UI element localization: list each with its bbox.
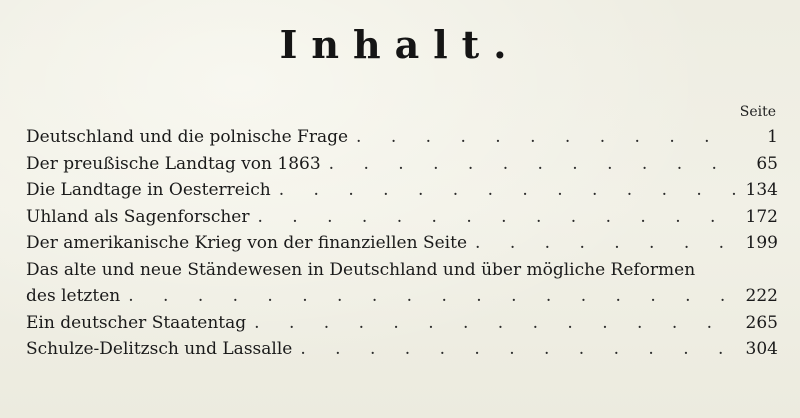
page-column-label: Seite: [739, 104, 776, 120]
toc-entry-page: 199: [745, 233, 778, 253]
toc-entry: [26, 124, 778, 151]
toc-entry: [26, 177, 778, 204]
toc-entry-title: Ein deutscher Staatentag: [26, 312, 247, 333]
toc-entry-title: Der amerikanische Krieg von der finanziellen Seite: [26, 233, 468, 253]
toc-entry-page: 1: [767, 127, 778, 147]
toc-leader-dots: [254, 310, 736, 337]
toc-entry-page: 172: [745, 206, 778, 227]
table-of-contents: [26, 124, 778, 363]
toc-entry-page: 134: [745, 180, 778, 200]
toc-entry: [26, 230, 778, 257]
toc-entry-title: Die Landtage in Oesterreich: [26, 180, 271, 200]
toc-entry: [26, 204, 778, 231]
toc-entry: [26, 283, 778, 310]
toc-leader-dots: [300, 336, 736, 363]
toc-leader-dots: [475, 230, 736, 257]
toc-entry: [26, 310, 778, 337]
toc-leader-dots: [329, 151, 736, 178]
toc-leader-dots: [356, 124, 736, 151]
toc-entry-page: 304: [745, 339, 778, 359]
toc-entry: [26, 336, 778, 363]
toc-entry-title: Uhland als Sagenforscher: [26, 206, 250, 227]
toc-leader-dots: [128, 283, 736, 310]
toc-entry-page: 65: [756, 153, 778, 174]
toc-entry-page: 222: [745, 286, 778, 306]
toc-entry-title-line1: Das alte und neue Ständewesen in Deutschland und über mögliche Reformen: [26, 259, 696, 280]
toc-leader-dots: [258, 204, 737, 231]
toc-entry-title: Der preußische Landtag von 1863: [26, 153, 321, 174]
toc-entry-title-line2: des letzten: [26, 286, 121, 306]
toc-entry-title: Deutschland und die polnische Frage: [26, 127, 349, 147]
toc-entry-page: 265: [745, 312, 778, 333]
toc-leader-dots: [279, 177, 736, 204]
page-title: Inhalt.: [279, 22, 521, 67]
toc-entry-title: Schulze-Delitzsch und Lassalle: [26, 339, 293, 359]
toc-entry: [26, 151, 778, 178]
toc-entry-first-line: [26, 257, 778, 284]
